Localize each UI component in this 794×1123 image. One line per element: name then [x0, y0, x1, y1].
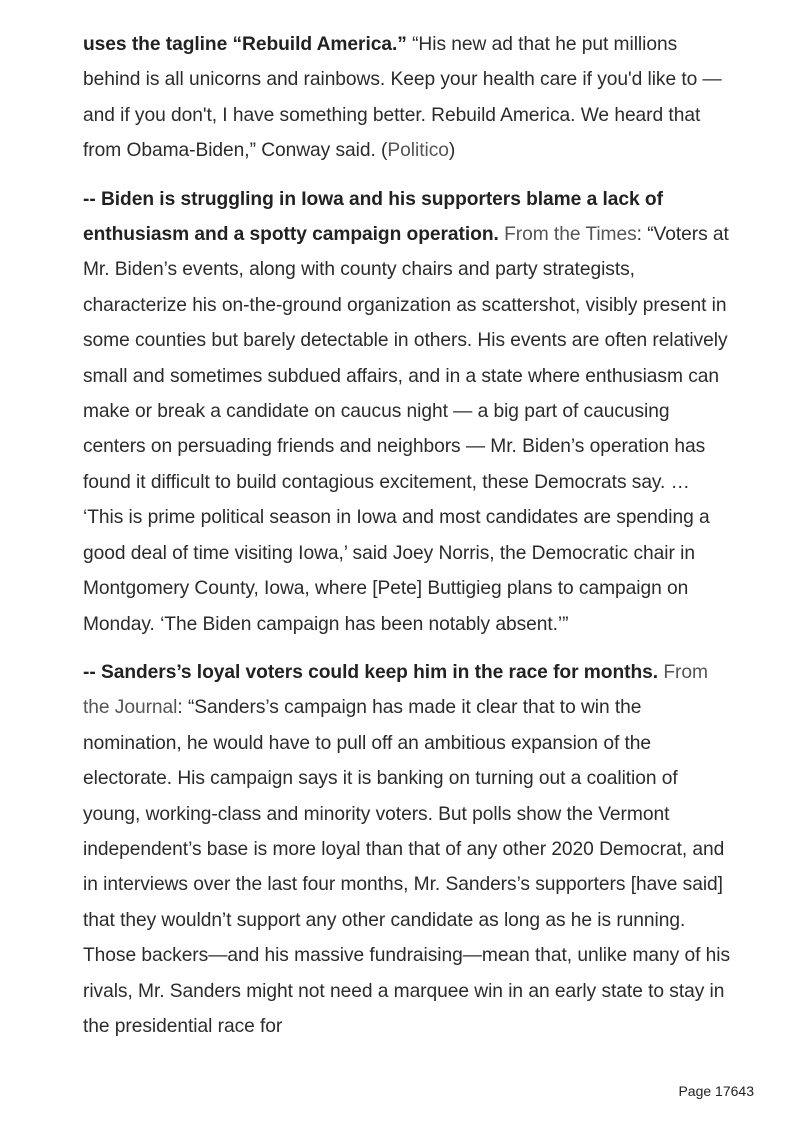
source-link-politico[interactable]: Politico	[387, 140, 449, 162]
paragraph-sanders-voters	[83, 655, 733, 1044]
paragraph-biden-iowa	[83, 182, 733, 642]
paragraph-body: : “Voters at Mr. Biden’s events, along with county chairs and party strategists, characterize his on-the-ground organization as scattershot, visibly present in some counties but barely detectable in others. His events are often relatively small and sometimes subdued affairs, and in a state where enthusiasm can make or break a candidate on caucus night — a big part of caucusing centers on persuading friends and neighbors — Mr. Biden’s operation has found it difficult to build contagious excitement, these Democrats say. … ‘This is prime political season in Iowa and most candidates are spending a good deal of time visiting Iowa,’ said Joey Norris, the Democratic chair in Montgomery County, Iowa, where [Pete] Buttigieg plans to campaign on Monday. ‘The Biden campaign has been notably absent.’”	[83, 224, 729, 635]
paragraph-lead: uses the tagline “Rebuild America.”	[83, 34, 407, 55]
paragraph-body: “His new ad that he put millions behind is all unicorns and rainbows. Keep your health care if you'd like to — and if you don't, I have something better. Rebuild America. We heard that from Obama-Biden,” Conway said. (	[83, 34, 722, 162]
headline-biden-iowa: -- Biden is struggling in Iowa and his supporters blame a lack of enthusiasm and a spotty campaign operation.	[83, 188, 663, 246]
paragraph-body: : “Sanders’s campaign has made it clear that to win the nomination, he would have to pull off an ambitious expansion of the electorate. His campaign says it is banking on turning out a coalition of young, working-class and minority voters. But polls show the Vermont independent’s base is more loyal than that of any other 2020 Democrat, and in interviews over the last four months, Mr. Sanders’s supporters [have said] that they wouldn’t support any other candidate as long as he is running. Those backers—and his massive fundraising—mean that, unlike many of his rivals, Mr. Sanders might not need a marquee win in an early state to stay in the presidential race for	[83, 697, 731, 1037]
source-link-times[interactable]: From the Times	[504, 224, 637, 246]
source-link-journal[interactable]: From the Journal	[83, 661, 708, 719]
paragraph-conway-quote	[83, 27, 733, 169]
page-number: Page 17643	[678, 1083, 754, 1099]
headline-sanders-voters: -- Sanders’s loyal voters could keep him in the race for months.	[83, 661, 659, 683]
paragraph-body-end: )	[448, 140, 456, 162]
document-page	[83, 27, 733, 1087]
